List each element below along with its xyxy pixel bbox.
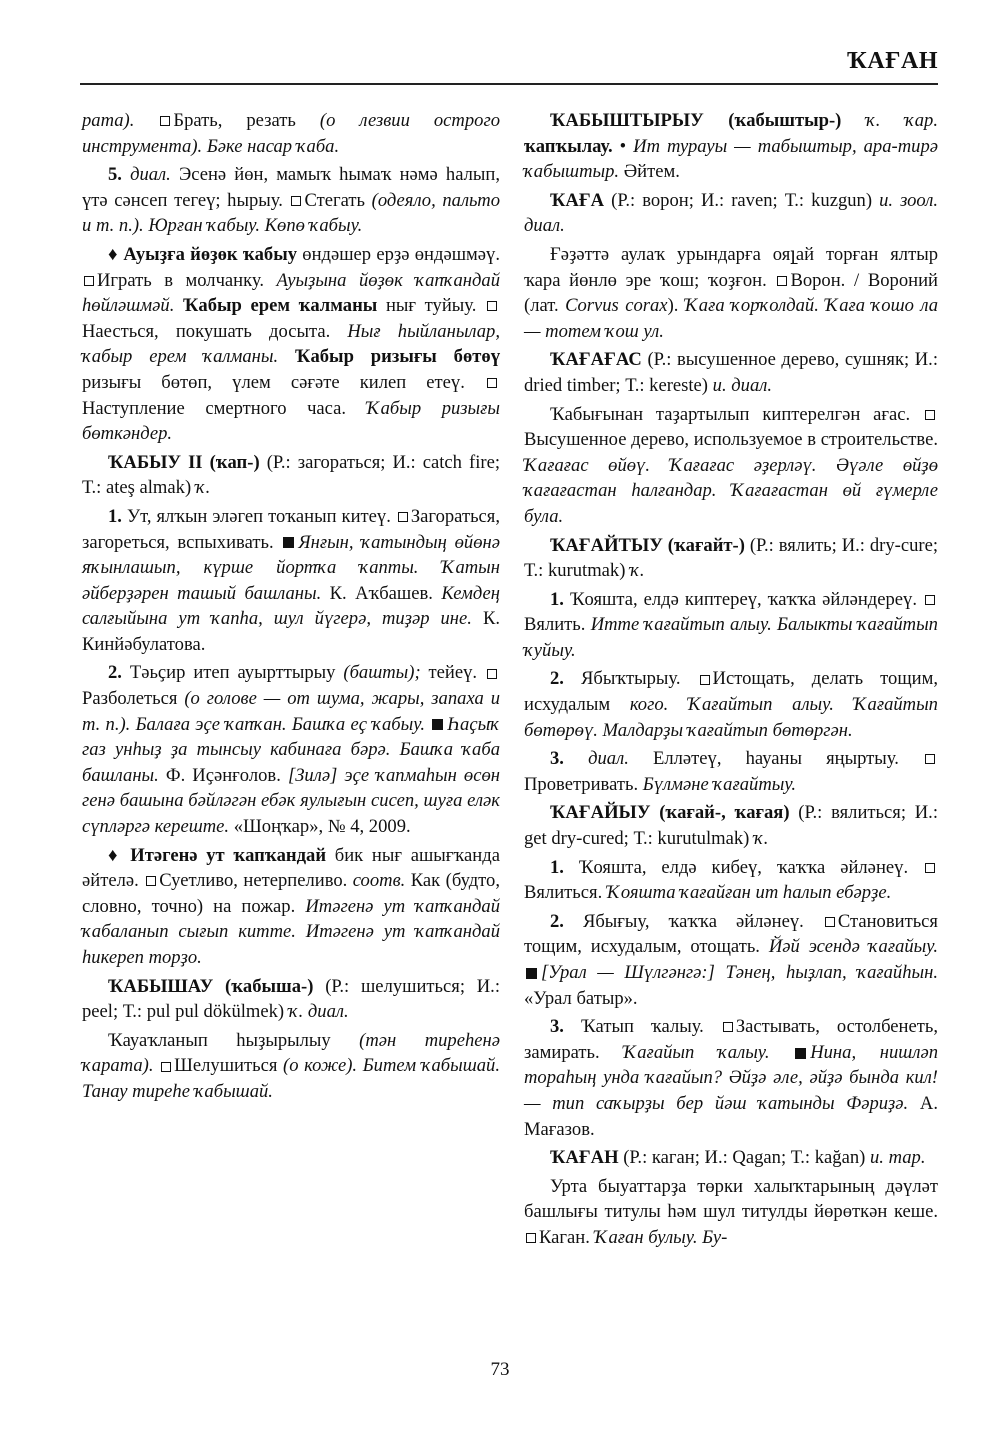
entry-kabyshtyryu: ҠАБЫШТЫРЫУ (ҡабыштыр-) ҡ. ҡар. ҡапҡылау. • Ит турауы — табыштыр, ара-тирә ҡабыштыр. Әйтем. (524, 110, 938, 183)
russian-translation-marker-icon (723, 1022, 733, 1032)
headword: ҠАҒА (550, 189, 605, 211)
definition: Ғәҙәттә аулаҡ урындарға ояլай торған ялтыр ҡара йөнлө эре ҡош; ҡоҙғон. Ворон. / Вороний (лат. Corvus corax). Ҡаға ҡорҡолдай. Ҡаға ҡошо ла — тотем ҡош ул. (524, 243, 938, 342)
russian-translation-marker-icon (291, 196, 301, 206)
russian-translation-marker-icon (925, 863, 935, 873)
diamond-icon: ♦ (108, 844, 122, 866)
headword: ҠАҒАҒАС (550, 349, 642, 371)
bullet-icon: • (619, 135, 627, 157)
entry-kabyshau: ҠАБЫШАУ (ҡабыша-) (Р.: шелушиться; И.: peel; Т.: pul pul dökülmek) ҡ. диал. (82, 975, 500, 1023)
sense-1: 1. Ут, ялҡын эләгеп тоҡанып китеү. Загораться, загореться, вспыхивать. Янғын, ҡатындың өйөнә яҡынлашып, күрше йортҡа ҡапты. Ҡатын әйберҙәрен ташый башланы. К. Аҡбашев. Кемдең салғыйына ут ҡапһа, шул йүгерә, тиҙәр ине. К. Кинйәбулатова. (82, 505, 500, 655)
page-number: 73 (490, 1359, 510, 1380)
idiom-block: ♦ Итәгенә ут ҡапҡандай бик нығ ашығҡанда әйтелә. Суетливо, нетерпеливо. соотв. Как (будто, словно, точно) на пожар. Итәгенә ут ҡапҡандай ҡабаланып сығып китте. Итәгенә ут ҡапҡандай һикереп торҙо. (82, 844, 500, 968)
russian-translation-marker-icon (925, 754, 935, 764)
left-column (82, 108, 500, 1108)
entry-continuation: рата). Брать, резать (о лезвии острого инструмента). Бәке насар ҡаба. (82, 110, 500, 157)
russian-translation-marker-icon (925, 410, 935, 420)
russian-translation-marker-icon (487, 669, 497, 679)
literary-example-marker-icon (795, 1048, 806, 1059)
russian-translation-marker-icon (526, 1233, 536, 1243)
sense-5: 5. диал. Эсенә йөн, мамыҡ һымаҡ нәмә һалып, үтә сәнсеп тегеү; һырыу. Стегать (одеяло, пальто и т. п.). Юрған ҡабыу. Көпө ҡабыу. (82, 164, 500, 237)
sense-1: 1. Ҡояшта, елдә киптереү, ҡаҡҡа әйләндереү. Вялить. Итте ҡағайтып алыу. Балыкты ҡағайтып ҡуйыу. (524, 588, 938, 661)
russian-translation-marker-icon (398, 512, 408, 522)
headword: ҠАБЫШТЫРЫУ (ҡабыштыр-) (550, 110, 842, 131)
running-head: ҠАҒАН (847, 48, 938, 74)
russian-translation-marker-icon (160, 116, 170, 126)
right-column (524, 108, 938, 1254)
entry-kabyu-2: ҠАБЫУ II (ҡап-) (Р.: загораться; И.: catch fire; Т.: ateş almak) ҡ. (82, 451, 500, 499)
sense-2: 2. Ябыҡтырыу. Истощать, делать тощим, исхудалым кого. Ҡағайтып алыу. Ҡағайтып бөтөрөү. Малдарҙы ҡағайтып бөтөргән. (524, 668, 939, 741)
headword: ҠАБЫУ II (ҡап-) (108, 451, 260, 473)
russian-translation-marker-icon (146, 876, 156, 886)
header-rule (80, 83, 938, 85)
headword: ҠАҒАН (550, 1147, 619, 1169)
russian-translation-marker-icon (825, 917, 835, 927)
headword: ҠАҒАЙЫУ (ҡағай-, ҡағая) (550, 802, 790, 824)
definition: Урта быуаттарҙа төрки халыҡтарының дәүләт башлығы титулы һәм шул титулды йөрөткән кеше. Каган. Ҡаған булыу. Бу- (524, 1175, 938, 1248)
idioms-block: ♦ Ауыҙға йөҙөк ҡабыу өндәшер ерҙә өндәшмәү. Играть в молчанку. Ауыҙына йөҙөк ҡапҡандай һөйләшмәй. Ҡабыр ерем ҡалманы нығ туйыу. Наесться, покушать досыта. Нығ һыйланылар, ҡабыр ерем ҡалманы. Ҡабыр ризығы бөтөү ризығы бөтөп, үлем сәғәте килеп етеү. Наступление смертного часа. Ҡабыр ризығы бөткәндер. (82, 243, 501, 445)
russian-translation-marker-icon (925, 595, 935, 605)
headword: ҠАБЫШАУ (ҡабыша-) (108, 975, 314, 997)
russian-translation-marker-icon (487, 301, 497, 311)
entry-kagayyu: ҠАҒАЙЫУ (ҡағай-, ҡағая) (Р.: вялиться; И.: get dry-cured; Т.: kurutulmak) ҡ. (524, 802, 938, 850)
entry-kagan: ҠАҒАН (Р.: каган; И.: Qagan; Т.: kağan) и. тар. (550, 1147, 926, 1169)
sense-3: 3. Ҡатып ҡалыу. Застывать, остолбенеть, замирать. Ҡағайып ҡалыу. Нина, нишләп тораһың унда ҡағайып? Әйҙә әле, әйҙә бында кил! — тип саҡырҙы бер йәш ҡатынды Фәриҙә. А. Мағазов. (524, 1016, 938, 1140)
entry-kaga: ҠАҒА (Р.: ворон; И.: raven; Т.: kuzgun) и. зоол. диал. (524, 189, 938, 237)
diamond-icon: ♦ (108, 243, 119, 265)
russian-translation-marker-icon (487, 378, 497, 388)
sense-1: 1. Ҡояшта, елдә кибеү, ҡаҡҡа әйләнеү. Вялиться. Ҡояшта ҡағайған ит һалып ебәрҙе. (524, 855, 938, 906)
definition: Ҡабығынан таҙартылып киптерелгән ағас. Высушенное дерево, используемое в строительстве. Ҡағағас өйөү. Ҡағағас әҙерләү. Әүәле өйҙө ҡағағастан һалғандар. Ҡағағастан өй ғүмерле була. (524, 403, 938, 527)
russian-translation-marker-icon (161, 1062, 171, 1072)
literary-example-marker-icon (526, 968, 537, 979)
russian-translation-marker-icon (84, 276, 94, 286)
entry-kagaytyu: ҠАҒАЙТЫУ (ҡағайт-) (Р.: вялить; И.: dry-cure; Т.: kurutmak) ҡ. (524, 534, 938, 582)
definition: Ҡауаҡланып һыҙырылыу (тән тиреһенә ҡарата). Шелушиться (о коже). Битем ҡабышай. Танау тиреһе ҡабышай. (82, 1029, 501, 1102)
russian-translation-marker-icon (700, 675, 710, 685)
literary-example-marker-icon (432, 719, 443, 730)
russian-translation-marker-icon (777, 276, 787, 286)
sense-2: 2. Тәьҫир итеп ауырттырыу (башты); тейеү. Разболеться (о голове — от шума, жары, запаха и т. п.). Балаға эҫе ҡапҡан. Башҡа еҫ ҡабыу. Һаҫыҡ газ унһыҙ ҙа тынсыу кабинаға бәрә. Башҡа ҡаба башланы. Ф. Иҫәнғолов. [Зилә] эҫе ҡапмаһын өсөн генә башына бәйләгән ебәк яулығын сисеп, шуға еләк сүпләргә кереште. «Шоңҡар», № 4, 2009. (82, 662, 501, 838)
entry-kagagas: ҠАҒАҒАС (Р.: высушенное дерево, сушняк; И.: dried timber; Т.: kereste) и. диал. (524, 349, 938, 396)
headword: ҠАҒАЙТЫУ (ҡағайт-) (550, 534, 745, 556)
sense-3: 3. диал. Елләтеү, һауаны яңыртыу. Проветривать. Бүлмәне ҡағайтыу. (524, 746, 938, 797)
literary-example-marker-icon (283, 537, 294, 548)
sense-2: 2. Ябығыу, ҡаҡҡа әйләнеү. Становиться тощим, исхудалым, отощать. Йәй эсендә ҡағайыу. [Урал — Шүлгәнгә:] Тәнең, һыҙлап, ҡағайһын. «Урал батыр». (524, 910, 938, 1009)
